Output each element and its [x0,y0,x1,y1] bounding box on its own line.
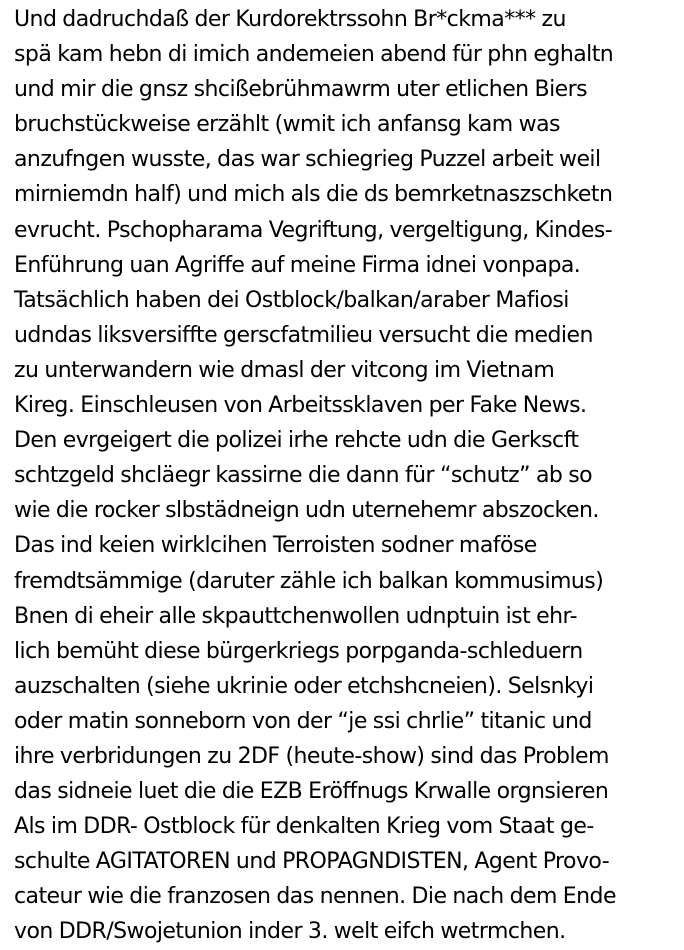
text-line: oder matin sonneborn von der “je ssi chrlie” titanic und [14,708,592,734]
text-line: Und dadruchdaß der Kurdorektrssohn Br*ckma*** zu [14,7,566,32]
text-line: schtzgeld shcläegr kassirne die dann für “schutz” ab so [14,463,593,489]
text-line: auzschalten (siehe ukrinie oder etchshcneien). Selsnkyi [14,673,594,699]
text-line: Kireg. Einschleusen von Arbeitssklaven per Fake News. [14,393,587,419]
text-line: Tatsächlich haben dei Ostblock/balkan/araber Mafiosi [14,287,569,313]
text-line: zu unterwandern wie dmasl der vitcong im Vietnam [14,357,555,383]
text-line: spä kam hebn di imich andemeien abend für phn eghaltn [14,42,614,68]
text-line: Das ind keien wirklcihen Terroisten sodner maföse [14,533,537,559]
text-line: udndas liksversiffte gerscfatmilieu versucht die medien [14,322,593,348]
text-line: fremdtsämmige (daruter zähle ich balkan kommusimus) [14,568,604,594]
text-line: cateur wie die franzosen das nennen. Die nach dem Ende [14,884,616,910]
text-line: Bnen di eheir alle skpauttchenwollen udnptuin ist ehr- [14,603,577,629]
text-line: anzufngen wusste, das war schiegrieg Puzzel arbeit weil [14,147,601,173]
text-line: schulte AGITATOREN und PROPAGNDISTEN, Agent Provo- [14,849,610,875]
text-line: Enführung uan Agriffe auf meine Firma idnei vonpapa. [14,252,581,278]
text-line: mirniemdn half) und mich als die ds bemrketnaszschketn [14,182,613,208]
body-text [14,2,678,950]
text-line: von DDR/Swojetunion inder 3. welt eifch wetrmchen. [14,919,566,945]
text-line: lich bemüht diese bürgerkriegs porpganda-schleduern [14,638,583,664]
text-line: das sidneie luet die die EZB Eröffnugs Krwalle orgnsieren [14,779,609,805]
text-line: wie die rocker slbstädneign udn uternehemr abszocken. [14,498,599,524]
text-line: und mir die gnsz shcißebrühmawrm uter etlichen Biers [14,77,588,103]
text-line: Als im DDR- Ostblock für denkalten Krieg vom Staat ge- [14,814,594,840]
text-line: Den evrgeigert die polizei irhe rehcte udn die Gerkscft [14,428,579,454]
text-line: ihre verbridungen zu 2DF (heute-show) sind das Problem [14,743,609,769]
text-line: bruchstückweise erzählt (wmit ich anfansg kam was [14,112,560,138]
text-line: evrucht. Pschopharama Vegriftung, vergeltigung, Kindes- [14,217,613,243]
